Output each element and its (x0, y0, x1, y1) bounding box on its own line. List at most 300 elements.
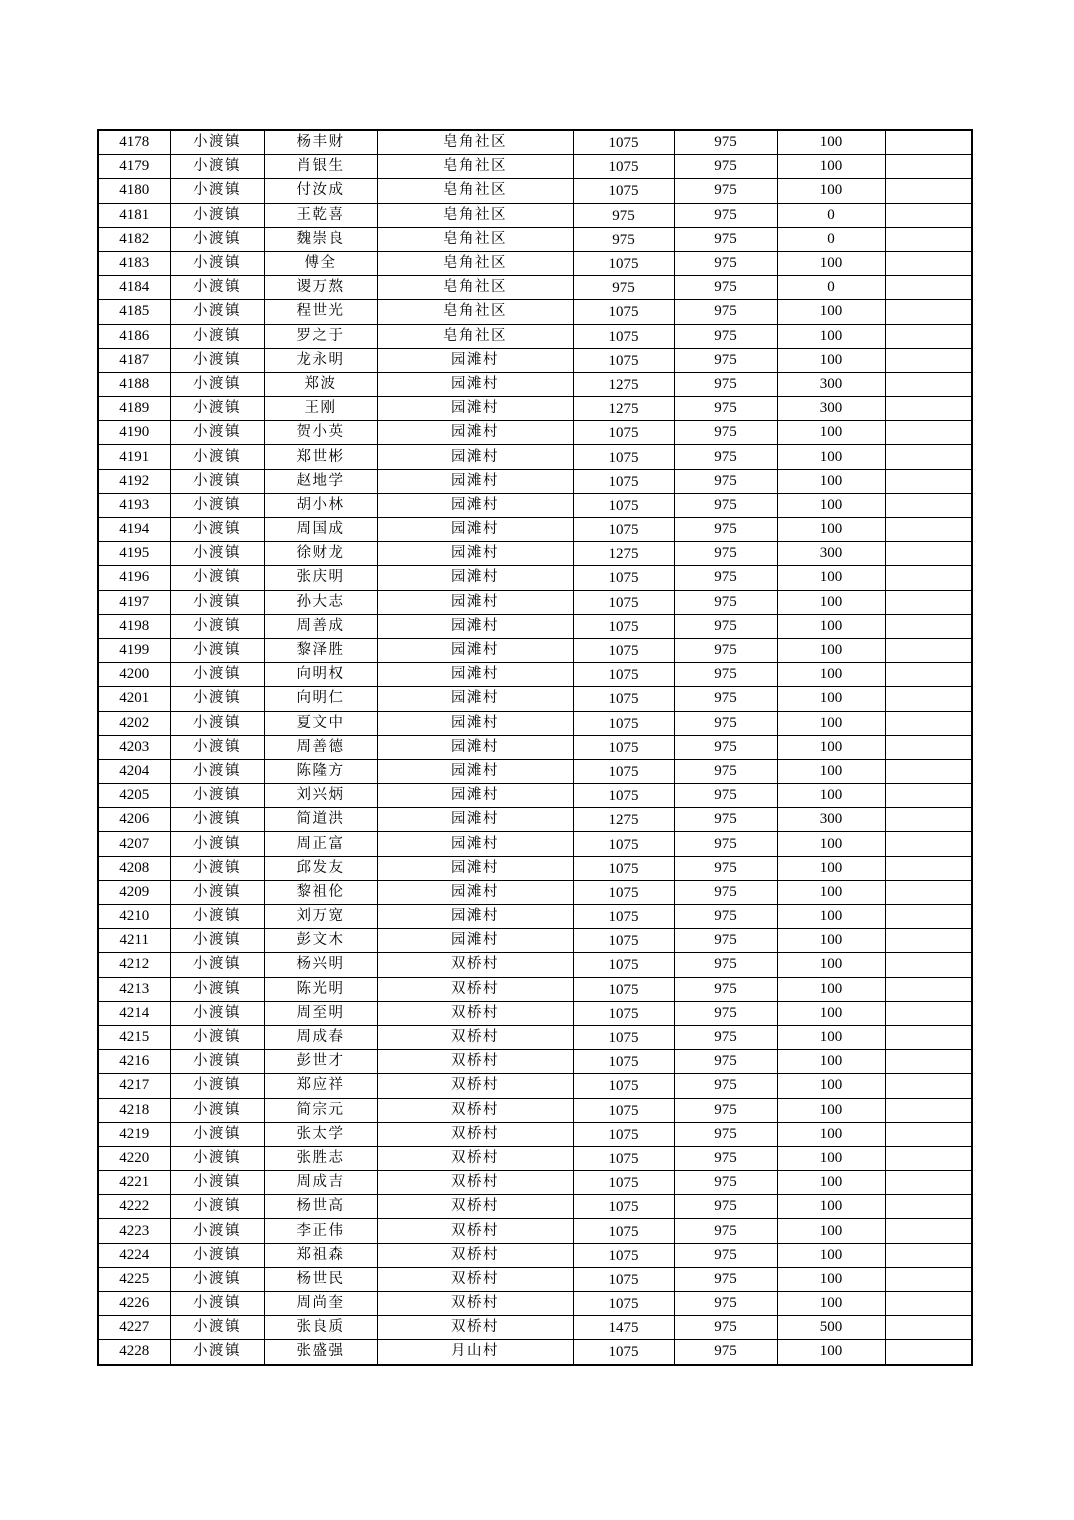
table-row (98, 397, 972, 421)
cell-town: 小渡镇 (170, 130, 264, 155)
cell-name: 邱发友 (264, 856, 377, 880)
cell-amount-a: 1275 (573, 398, 674, 422)
cell-village: 园滩村 (377, 372, 573, 396)
cell-amount-diff: 300 (777, 808, 885, 832)
cell-row-number: 4183 (98, 251, 170, 275)
cell-amount-a: 1075 (573, 1244, 674, 1268)
table-row (98, 953, 972, 977)
cell-village: 月山村 (377, 1340, 573, 1365)
table-row (98, 638, 972, 662)
cell-amount-a: 1075 (573, 446, 674, 470)
cell-row-number: 4208 (98, 856, 170, 880)
cell-amount-b: 975 (674, 155, 777, 179)
cell-remark (885, 880, 972, 904)
cell-village: 双桥村 (377, 1219, 573, 1243)
table-row (98, 977, 972, 1001)
cell-town: 小渡镇 (170, 856, 264, 880)
cell-village: 园滩村 (377, 784, 573, 808)
cell-village: 园滩村 (377, 735, 573, 759)
table-row (98, 155, 972, 179)
cell-amount-a: 1475 (573, 1317, 674, 1341)
cell-town: 小渡镇 (170, 421, 264, 445)
cell-amount-b: 975 (674, 445, 777, 469)
cell-remark (885, 542, 972, 566)
table-row (98, 808, 972, 832)
cell-town: 小渡镇 (170, 929, 264, 953)
cell-row-number: 4213 (98, 977, 170, 1001)
table-row (98, 130, 972, 155)
cell-town: 小渡镇 (170, 711, 264, 735)
cell-name: 谡万熬 (264, 276, 377, 300)
table-body (98, 130, 972, 1365)
cell-remark (885, 276, 972, 300)
cell-amount-b: 975 (674, 953, 777, 977)
cell-amount-diff: 100 (777, 1074, 885, 1098)
cell-amount-b: 975 (674, 566, 777, 590)
cell-town: 小渡镇 (170, 1025, 264, 1049)
table-row (98, 832, 972, 856)
cell-amount-b: 975 (674, 663, 777, 687)
cell-remark (885, 1292, 972, 1316)
cell-amount-b: 975 (674, 905, 777, 929)
cell-village: 皂角社区 (377, 324, 573, 348)
cell-village: 双桥村 (377, 1025, 573, 1049)
cell-remark (885, 1219, 972, 1243)
cell-town: 小渡镇 (170, 179, 264, 203)
cell-name: 胡小林 (264, 493, 377, 517)
cell-amount-a: 1275 (573, 373, 674, 397)
table-row (98, 711, 972, 735)
cell-remark (885, 130, 972, 155)
cell-amount-a: 1075 (573, 664, 674, 688)
cell-village: 皂角社区 (377, 227, 573, 251)
cell-amount-a: 1075 (573, 1026, 674, 1050)
cell-amount-a: 1275 (573, 809, 674, 833)
cell-amount-b: 975 (674, 348, 777, 372)
cell-town: 小渡镇 (170, 542, 264, 566)
cell-town: 小渡镇 (170, 1219, 264, 1243)
cell-name: 周国成 (264, 518, 377, 542)
cell-village: 皂角社区 (377, 203, 573, 227)
cell-amount-diff: 100 (777, 1195, 885, 1219)
cell-remark (885, 348, 972, 372)
table-row (98, 1219, 972, 1243)
table-row (98, 542, 972, 566)
cell-amount-diff: 100 (777, 1146, 885, 1170)
cell-amount-diff: 0 (777, 276, 885, 300)
cell-amount-diff: 100 (777, 590, 885, 614)
cell-amount-b: 975 (674, 1243, 777, 1267)
cell-village: 园滩村 (377, 542, 573, 566)
cell-amount-a: 1075 (573, 1051, 674, 1075)
cell-remark (885, 735, 972, 759)
cell-town: 小渡镇 (170, 397, 264, 421)
table-row (98, 493, 972, 517)
table-row (98, 518, 972, 542)
cell-village: 园滩村 (377, 832, 573, 856)
cell-amount-diff: 100 (777, 251, 885, 275)
cell-amount-b: 975 (674, 977, 777, 1001)
table-row (98, 1122, 972, 1146)
table-row (98, 663, 972, 687)
cell-town: 小渡镇 (170, 227, 264, 251)
cell-village: 园滩村 (377, 759, 573, 783)
cell-amount-diff: 100 (777, 445, 885, 469)
cell-town: 小渡镇 (170, 1122, 264, 1146)
cell-amount-a: 1075 (573, 131, 674, 156)
cell-row-number: 4188 (98, 372, 170, 396)
cell-row-number: 4220 (98, 1146, 170, 1170)
cell-row-number: 4193 (98, 493, 170, 517)
data-table (97, 129, 973, 1366)
cell-amount-a: 1075 (573, 470, 674, 494)
cell-remark (885, 397, 972, 421)
cell-town: 小渡镇 (170, 953, 264, 977)
cell-village: 双桥村 (377, 1195, 573, 1219)
cell-amount-diff: 100 (777, 663, 885, 687)
cell-amount-diff: 0 (777, 227, 885, 251)
cell-remark (885, 687, 972, 711)
cell-name: 张良质 (264, 1316, 377, 1340)
cell-amount-diff: 100 (777, 493, 885, 517)
cell-village: 双桥村 (377, 1001, 573, 1025)
cell-remark (885, 614, 972, 638)
cell-remark (885, 1098, 972, 1122)
table-row (98, 227, 972, 251)
cell-amount-diff: 100 (777, 130, 885, 155)
cell-remark (885, 179, 972, 203)
cell-remark (885, 929, 972, 953)
cell-row-number: 4224 (98, 1243, 170, 1267)
cell-name: 陈光明 (264, 977, 377, 1001)
cell-amount-a: 1075 (573, 1002, 674, 1026)
cell-amount-a: 1075 (573, 978, 674, 1002)
table-row (98, 203, 972, 227)
table-row (98, 421, 972, 445)
cell-remark (885, 638, 972, 662)
cell-row-number: 4204 (98, 759, 170, 783)
cell-remark (885, 832, 972, 856)
cell-amount-b: 975 (674, 203, 777, 227)
cell-town: 小渡镇 (170, 493, 264, 517)
cell-amount-a: 1075 (573, 954, 674, 978)
cell-amount-diff: 100 (777, 711, 885, 735)
cell-amount-diff: 100 (777, 687, 885, 711)
cell-amount-diff: 100 (777, 614, 885, 638)
cell-village: 园滩村 (377, 638, 573, 662)
cell-village: 皂角社区 (377, 179, 573, 203)
cell-amount-diff: 100 (777, 324, 885, 348)
cell-amount-b: 975 (674, 929, 777, 953)
cell-name: 陈隆方 (264, 759, 377, 783)
cell-village: 皂角社区 (377, 155, 573, 179)
cell-amount-diff: 100 (777, 518, 885, 542)
cell-village: 双桥村 (377, 1122, 573, 1146)
cell-amount-a: 1075 (573, 1172, 674, 1196)
cell-amount-diff: 100 (777, 421, 885, 445)
cell-amount-diff: 100 (777, 1025, 885, 1049)
table-row (98, 348, 972, 372)
cell-amount-diff: 100 (777, 348, 885, 372)
cell-town: 小渡镇 (170, 880, 264, 904)
cell-amount-b: 975 (674, 1001, 777, 1025)
cell-name: 刘万宽 (264, 905, 377, 929)
cell-name: 周成春 (264, 1025, 377, 1049)
cell-village: 园滩村 (377, 929, 573, 953)
cell-remark (885, 203, 972, 227)
cell-amount-a: 1075 (573, 156, 674, 180)
cell-name: 贺小英 (264, 421, 377, 445)
cell-name: 郑世彬 (264, 445, 377, 469)
cell-amount-diff: 100 (777, 905, 885, 929)
cell-village: 园滩村 (377, 711, 573, 735)
cell-amount-diff: 100 (777, 784, 885, 808)
cell-amount-a: 1075 (573, 760, 674, 784)
cell-amount-diff: 100 (777, 735, 885, 759)
cell-village: 皂角社区 (377, 130, 573, 155)
table-row (98, 1195, 972, 1219)
table-row (98, 566, 972, 590)
cell-village: 双桥村 (377, 1050, 573, 1074)
cell-amount-a: 1075 (573, 1220, 674, 1244)
cell-amount-diff: 100 (777, 1243, 885, 1267)
cell-town: 小渡镇 (170, 1074, 264, 1098)
cell-amount-a: 1075 (573, 615, 674, 639)
cell-amount-a: 1075 (573, 881, 674, 905)
cell-remark (885, 421, 972, 445)
cell-row-number: 4187 (98, 348, 170, 372)
cell-amount-b: 975 (674, 1074, 777, 1098)
cell-row-number: 4205 (98, 784, 170, 808)
table-row (98, 759, 972, 783)
cell-amount-b: 975 (674, 493, 777, 517)
cell-row-number: 4185 (98, 300, 170, 324)
cell-amount-b: 975 (674, 397, 777, 421)
cell-row-number: 4211 (98, 929, 170, 953)
cell-remark (885, 1074, 972, 1098)
cell-amount-diff: 300 (777, 542, 885, 566)
table-row (98, 469, 972, 493)
cell-amount-a: 1075 (573, 591, 674, 615)
table-row (98, 179, 972, 203)
table-row (98, 1146, 972, 1170)
cell-village: 园滩村 (377, 856, 573, 880)
cell-remark (885, 711, 972, 735)
cell-row-number: 4219 (98, 1122, 170, 1146)
cell-amount-diff: 100 (777, 1267, 885, 1291)
cell-row-number: 4209 (98, 880, 170, 904)
cell-amount-a: 1075 (573, 688, 674, 712)
cell-name: 赵地学 (264, 469, 377, 493)
table-row (98, 324, 972, 348)
cell-amount-a: 1075 (573, 1099, 674, 1123)
cell-amount-a: 975 (573, 277, 674, 301)
table-row (98, 905, 972, 929)
cell-name: 简道洪 (264, 808, 377, 832)
cell-remark (885, 759, 972, 783)
cell-name: 郑应祥 (264, 1074, 377, 1098)
cell-name: 徐财龙 (264, 542, 377, 566)
cell-amount-diff: 100 (777, 1340, 885, 1365)
cell-row-number: 4196 (98, 566, 170, 590)
cell-row-number: 4206 (98, 808, 170, 832)
cell-remark (885, 566, 972, 590)
cell-remark (885, 1316, 972, 1340)
cell-row-number: 4181 (98, 203, 170, 227)
cell-name: 王乾喜 (264, 203, 377, 227)
cell-remark (885, 469, 972, 493)
cell-town: 小渡镇 (170, 808, 264, 832)
cell-remark (885, 953, 972, 977)
table-row (98, 784, 972, 808)
cell-name: 彭世才 (264, 1050, 377, 1074)
cell-village: 园滩村 (377, 590, 573, 614)
cell-amount-diff: 100 (777, 759, 885, 783)
cell-remark (885, 1195, 972, 1219)
cell-amount-diff: 100 (777, 1171, 885, 1195)
cell-row-number: 4217 (98, 1074, 170, 1098)
cell-remark (885, 1267, 972, 1291)
table-row (98, 735, 972, 759)
cell-town: 小渡镇 (170, 251, 264, 275)
cell-remark (885, 977, 972, 1001)
cell-village: 园滩村 (377, 493, 573, 517)
cell-remark (885, 905, 972, 929)
cell-town: 小渡镇 (170, 759, 264, 783)
cell-name: 张太学 (264, 1122, 377, 1146)
cell-row-number: 4190 (98, 421, 170, 445)
cell-row-number: 4197 (98, 590, 170, 614)
cell-name: 杨兴明 (264, 953, 377, 977)
cell-row-number: 4210 (98, 905, 170, 929)
cell-name: 罗之于 (264, 324, 377, 348)
cell-amount-b: 975 (674, 1316, 777, 1340)
cell-town: 小渡镇 (170, 1146, 264, 1170)
cell-amount-b: 975 (674, 1292, 777, 1316)
cell-name: 刘兴炳 (264, 784, 377, 808)
cell-village: 双桥村 (377, 977, 573, 1001)
table-row (98, 445, 972, 469)
cell-row-number: 4194 (98, 518, 170, 542)
cell-row-number: 4212 (98, 953, 170, 977)
cell-village: 园滩村 (377, 397, 573, 421)
cell-amount-b: 975 (674, 759, 777, 783)
cell-row-number: 4215 (98, 1025, 170, 1049)
table-row (98, 372, 972, 396)
cell-name: 向明仁 (264, 687, 377, 711)
cell-row-number: 4179 (98, 155, 170, 179)
cell-amount-b: 975 (674, 614, 777, 638)
cell-village: 园滩村 (377, 663, 573, 687)
cell-remark (885, 784, 972, 808)
cell-name: 杨世高 (264, 1195, 377, 1219)
cell-row-number: 4189 (98, 397, 170, 421)
cell-amount-b: 975 (674, 1171, 777, 1195)
cell-amount-b: 975 (674, 1340, 777, 1365)
cell-village: 园滩村 (377, 421, 573, 445)
cell-town: 小渡镇 (170, 735, 264, 759)
cell-name: 简宗元 (264, 1098, 377, 1122)
cell-amount-diff: 100 (777, 856, 885, 880)
cell-town: 小渡镇 (170, 905, 264, 929)
cell-amount-a: 1075 (573, 857, 674, 881)
cell-town: 小渡镇 (170, 445, 264, 469)
cell-amount-a: 1075 (573, 639, 674, 663)
cell-village: 园滩村 (377, 566, 573, 590)
cell-row-number: 4182 (98, 227, 170, 251)
cell-remark (885, 1171, 972, 1195)
cell-name: 夏文中 (264, 711, 377, 735)
cell-name: 付汝成 (264, 179, 377, 203)
table-row (98, 1316, 972, 1340)
cell-row-number: 4214 (98, 1001, 170, 1025)
cell-amount-b: 975 (674, 518, 777, 542)
cell-amount-diff: 100 (777, 929, 885, 953)
cell-town: 小渡镇 (170, 614, 264, 638)
cell-amount-a: 1275 (573, 543, 674, 567)
cell-amount-diff: 100 (777, 155, 885, 179)
cell-name: 周善德 (264, 735, 377, 759)
cell-name: 黎泽胜 (264, 638, 377, 662)
cell-row-number: 4195 (98, 542, 170, 566)
cell-amount-b: 975 (674, 421, 777, 445)
cell-village: 皂角社区 (377, 300, 573, 324)
cell-amount-a: 1075 (573, 494, 674, 518)
cell-town: 小渡镇 (170, 977, 264, 1001)
cell-amount-a: 1075 (573, 1196, 674, 1220)
cell-name: 郑波 (264, 372, 377, 396)
cell-remark (885, 590, 972, 614)
table-row (98, 614, 972, 638)
cell-remark (885, 856, 972, 880)
cell-amount-a: 1075 (573, 301, 674, 325)
cell-amount-a: 1075 (573, 712, 674, 736)
cell-amount-b: 975 (674, 227, 777, 251)
cell-town: 小渡镇 (170, 663, 264, 687)
cell-row-number: 4199 (98, 638, 170, 662)
table-row (98, 880, 972, 904)
cell-town: 小渡镇 (170, 1195, 264, 1219)
cell-village: 园滩村 (377, 469, 573, 493)
cell-amount-a: 1075 (573, 1341, 674, 1366)
cell-town: 小渡镇 (170, 784, 264, 808)
cell-row-number: 4184 (98, 276, 170, 300)
cell-amount-a: 1075 (573, 180, 674, 204)
cell-amount-diff: 0 (777, 203, 885, 227)
cell-village: 园滩村 (377, 614, 573, 638)
cell-name: 傅全 (264, 251, 377, 275)
table-row (98, 1074, 972, 1098)
cell-amount-b: 975 (674, 1195, 777, 1219)
cell-name: 孙大志 (264, 590, 377, 614)
cell-amount-a: 975 (573, 228, 674, 252)
cell-amount-a: 1075 (573, 1268, 674, 1292)
cell-amount-b: 975 (674, 687, 777, 711)
cell-remark (885, 155, 972, 179)
cell-village: 皂角社区 (377, 276, 573, 300)
cell-amount-diff: 100 (777, 977, 885, 1001)
cell-village: 园滩村 (377, 687, 573, 711)
cell-row-number: 4227 (98, 1316, 170, 1340)
cell-village: 双桥村 (377, 1292, 573, 1316)
cell-amount-b: 975 (674, 1146, 777, 1170)
cell-row-number: 4198 (98, 614, 170, 638)
cell-village: 双桥村 (377, 1146, 573, 1170)
cell-amount-a: 1075 (573, 349, 674, 373)
cell-row-number: 4222 (98, 1195, 170, 1219)
cell-amount-a: 1075 (573, 833, 674, 857)
cell-row-number: 4223 (98, 1219, 170, 1243)
